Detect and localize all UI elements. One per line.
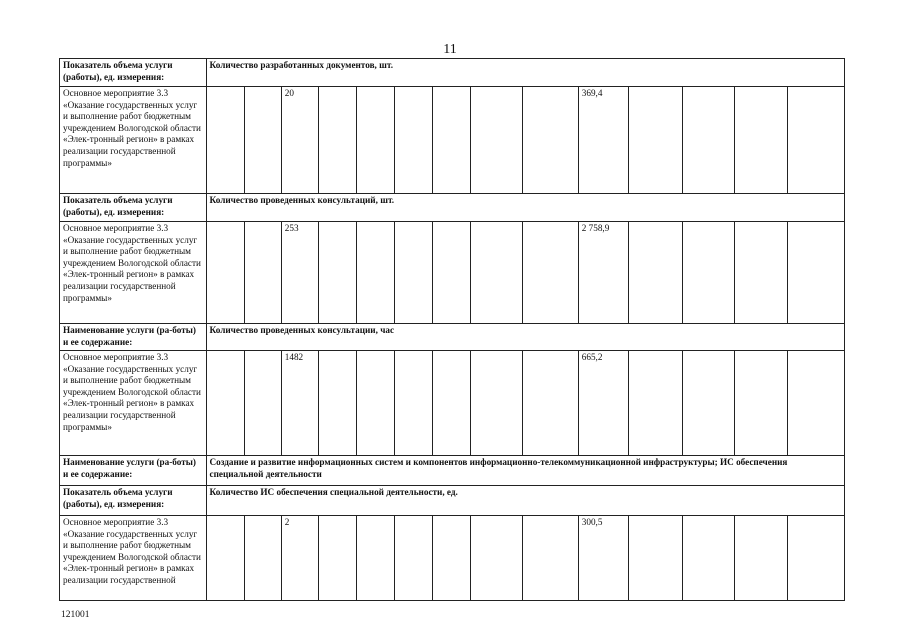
measure-description: Основное мероприятие 3.3 «Оказание государственных услуг и выполнение работ бюджетным учреждением Вологодской области «Элек-тронный регион» в рамках реализации государственной	[60, 516, 207, 601]
section-header: Показатель объема услуги (работы), ед. измерения:	[60, 194, 207, 222]
measure-description: Основное мероприятие 3.3 «Оказание государственных услуг и выполнение работ бюджетным учреждением Вологодской области «Элек-тронный регион» в рамках реализации государственной программы»	[60, 222, 207, 324]
value-cell: 20	[281, 87, 318, 194]
empty-cell	[318, 351, 356, 456]
empty-cell	[244, 516, 281, 601]
empty-cell	[395, 516, 433, 601]
empty-cell	[522, 351, 578, 456]
page-number: 11	[443, 42, 457, 57]
empty-cell	[522, 87, 578, 194]
value-cell: 2 758,9	[578, 222, 628, 324]
empty-cell	[735, 516, 788, 601]
empty-cell	[628, 516, 682, 601]
empty-cell	[788, 516, 845, 601]
section-subtitle: Создание и развитие информационных систем и компонентов информационно-телекоммуникационной инфраструктуры; ИС обеспечения специальной деятельности	[206, 456, 844, 486]
empty-cell	[206, 351, 244, 456]
table-row	[60, 351, 845, 456]
empty-cell	[683, 516, 735, 601]
empty-cell	[318, 222, 356, 324]
empty-cell	[522, 516, 578, 601]
section-header-row	[60, 324, 845, 351]
empty-cell	[735, 351, 788, 456]
empty-cell	[357, 87, 395, 194]
empty-cell	[628, 222, 682, 324]
section-subtitle: Количество ИС обеспечения специальной деятельности, ед.	[206, 486, 844, 516]
section-subtitle: Количество проведенных консультации, час	[206, 324, 844, 351]
empty-cell	[683, 222, 735, 324]
section-header-row	[60, 486, 845, 516]
empty-cell	[244, 222, 281, 324]
section-header: Наименование услуги (ра-боты) и ее содержание:	[60, 324, 207, 351]
empty-cell	[318, 516, 356, 601]
value-cell: 300,5	[578, 516, 628, 601]
measure-description: Основное мероприятие 3.3 «Оказание государственных услуг и выполнение работ бюджетным учреждением Вологодской области «Элек-тронный регион» в рамках реализации государственной программы»	[60, 351, 207, 456]
empty-cell	[522, 222, 578, 324]
table-row	[60, 222, 845, 324]
section-header: Наименование услуги (ра-боты) и ее содержание:	[60, 456, 207, 486]
table-row	[60, 87, 845, 194]
empty-cell	[433, 351, 471, 456]
section-subtitle: Количество проведенных консультаций, шт.	[206, 194, 844, 222]
empty-cell	[395, 222, 433, 324]
section-header: Показатель объема услуги (работы), ед. измерения:	[60, 59, 207, 87]
empty-cell	[788, 351, 845, 456]
value-cell: 253	[281, 222, 318, 324]
value-cell: 1482	[281, 351, 318, 456]
empty-cell	[244, 351, 281, 456]
empty-cell	[395, 351, 433, 456]
empty-cell	[206, 87, 244, 194]
section-subtitle: Количество разработанных документов, шт.	[206, 59, 844, 87]
empty-cell	[318, 87, 356, 194]
empty-cell	[471, 351, 522, 456]
document-table	[59, 58, 845, 601]
value-cell: 369,4	[578, 87, 628, 194]
empty-cell	[683, 87, 735, 194]
empty-cell	[628, 351, 682, 456]
section-header-row	[60, 456, 845, 486]
empty-cell	[471, 222, 522, 324]
empty-cell	[735, 87, 788, 194]
section-header-row	[60, 194, 845, 222]
empty-cell	[206, 222, 244, 324]
empty-cell	[788, 87, 845, 194]
empty-cell	[433, 87, 471, 194]
empty-cell	[206, 516, 244, 601]
empty-cell	[735, 222, 788, 324]
empty-cell	[628, 87, 682, 194]
empty-cell	[471, 516, 522, 601]
empty-cell	[357, 222, 395, 324]
section-header: Показатель объема услуги (работы), ед. измерения:	[60, 486, 207, 516]
value-cell: 665,2	[578, 351, 628, 456]
empty-cell	[471, 87, 522, 194]
value-cell: 2	[281, 516, 318, 601]
table-row	[60, 516, 845, 601]
measure-description: Основное мероприятие 3.3 «Оказание государственных услуг и выполнение работ бюджетным учреждением Вологодской области «Элек-тронный регион» в рамках реализации государственной программы»	[60, 87, 207, 194]
empty-cell	[357, 351, 395, 456]
section-header-row	[60, 59, 845, 87]
empty-cell	[244, 87, 281, 194]
empty-cell	[683, 351, 735, 456]
empty-cell	[788, 222, 845, 324]
empty-cell	[357, 516, 395, 601]
empty-cell	[395, 87, 433, 194]
empty-cell	[433, 222, 471, 324]
empty-cell	[433, 516, 471, 601]
footer-code: 121001	[61, 610, 90, 620]
